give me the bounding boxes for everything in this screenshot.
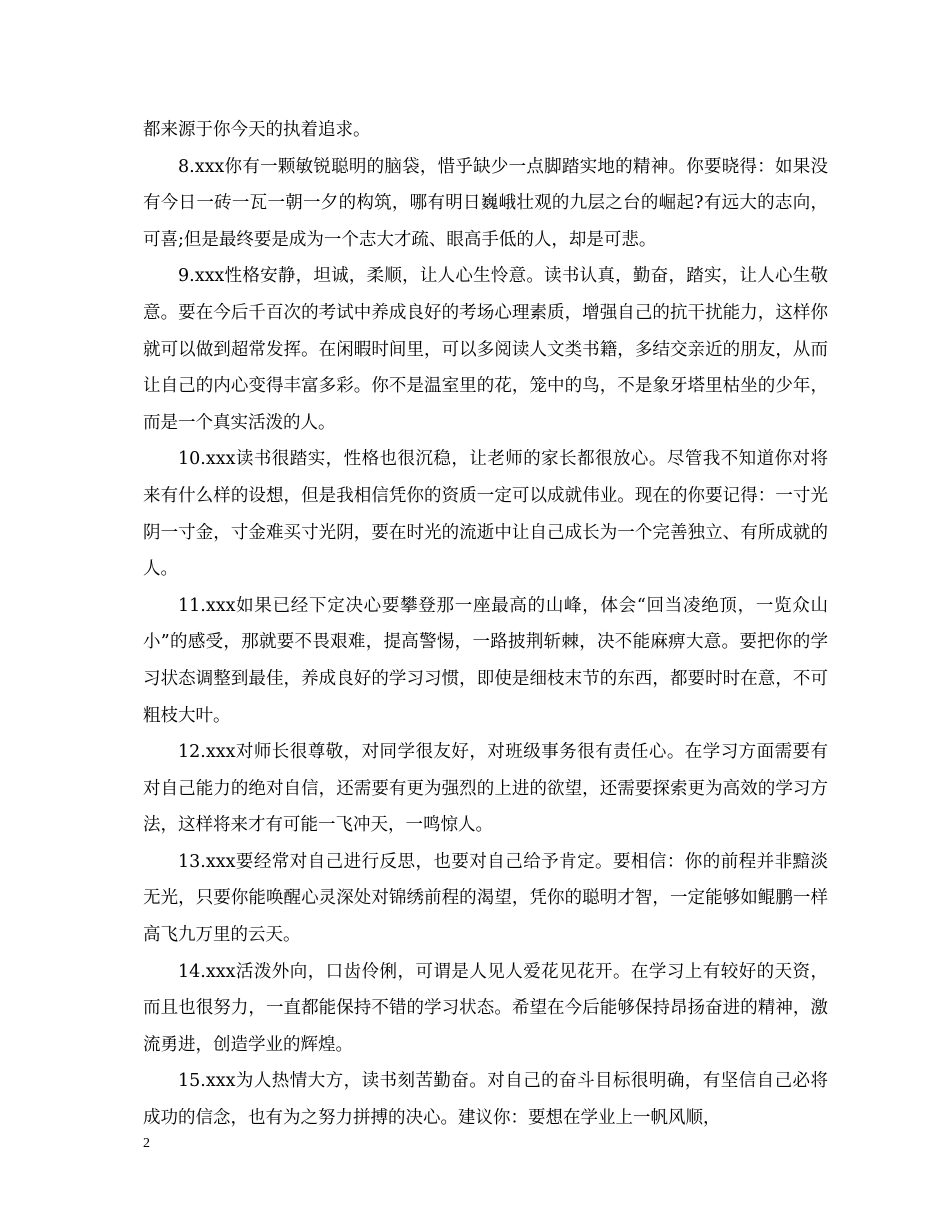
- document-body: [143, 112, 828, 1137]
- paragraph-comment-8: 8.xxx你有一颗敏锐聪明的脑袋，惜乎缺少一点脚踏实地的精神。你要晓得：如果没有今日一砖一瓦一朝一夕的构筑，哪有明日巍峨壮观的九层之台的崛起?有远大的志向，可喜;但是最终要是成为一个志大才疏、眼高手低的人，却是可悲。: [143, 156, 828, 250]
- paragraph-comment-11: 11.xxx如果已经下定决心要攀登那一座最高的山峰，体会“回当凌绝顶，一览众山小”的感受，那就要不畏艰难，提高警惕，一路披荆斩棘，决不能麻痹大意。要把你的学习状态调整到最佳，养成良好的学习习惯，即使是细枝末节的东西，都要时时在意，不可粗枝大叶。: [143, 595, 828, 726]
- paragraph-comment-14: 14.xxx活泼外向，口齿伶俐，可谓是人见人爱花见花开。在学习上有较好的天资，而且也很努力，一直都能保持不错的学习状态。希望在今后能够保持昂扬奋进的精神，激流勇进，创造学业的辉煌。: [143, 961, 828, 1055]
- page-number: 2: [143, 1136, 150, 1151]
- paragraph-comment-15: 15.xxx为人热情大方，读书刻苦勤奋。对自己的奋斗目标很明确，有坚信自己必将成功的信念，也有为之努力拼搏的决心。建议你：要想在学业上一帆风顺，: [143, 1071, 828, 1129]
- paragraph-comment-10: 10.xxx读书很踏实，性格也很沉稳，让老师的家长都很放心。尽管我不知道你对将来有什么样的设想，但是我相信凭你的资质一定可以成就伟业。现在的你要记得：一寸光阴一寸金，寸金难买寸光阴，要在时光的流逝中让自己成长为一个完善独立、有所成就的人。: [143, 449, 828, 580]
- paragraph-comment-12: 12.xxx对师长很尊敬，对同学很友好，对班级事务很有责任心。在学习方面需要有对自己能力的绝对自信，还需要有更为强烈的上进的欲望，还需要探索更为高效的学习方法，这样将来才有可能一飞冲天，一鸣惊人。: [143, 742, 828, 836]
- paragraph-continuation: 都来源于你今天的执着追求。: [143, 120, 371, 140]
- paragraph-comment-9: 9.xxx性格安静，坦诚，柔顺，让人心生怜意。读书认真，勤奋，踏实，让人心生敬意。要在今后千百次的考试中养成良好的考场心理素质，增强自己的抗干扰能力，这样你就可以做到超常发挥。在闲暇时间里，可以多阅读人文类书籍，多结交亲近的朋友，从而让自己的内心变得丰富多彩。你不是温室里的花，笼中的鸟，不是象牙塔里枯坐的少年，而是一个真实活泼的人。: [143, 266, 828, 433]
- paragraph-comment-13: 13.xxx要经常对自己进行反思，也要对自己给予肯定。要相信：你的前程并非黯淡无光，只要你能唤醒心灵深处对锦绣前程的渴望，凭你的聪明才智，一定能够如鲲鹏一样高飞九万里的云天。: [143, 851, 828, 946]
